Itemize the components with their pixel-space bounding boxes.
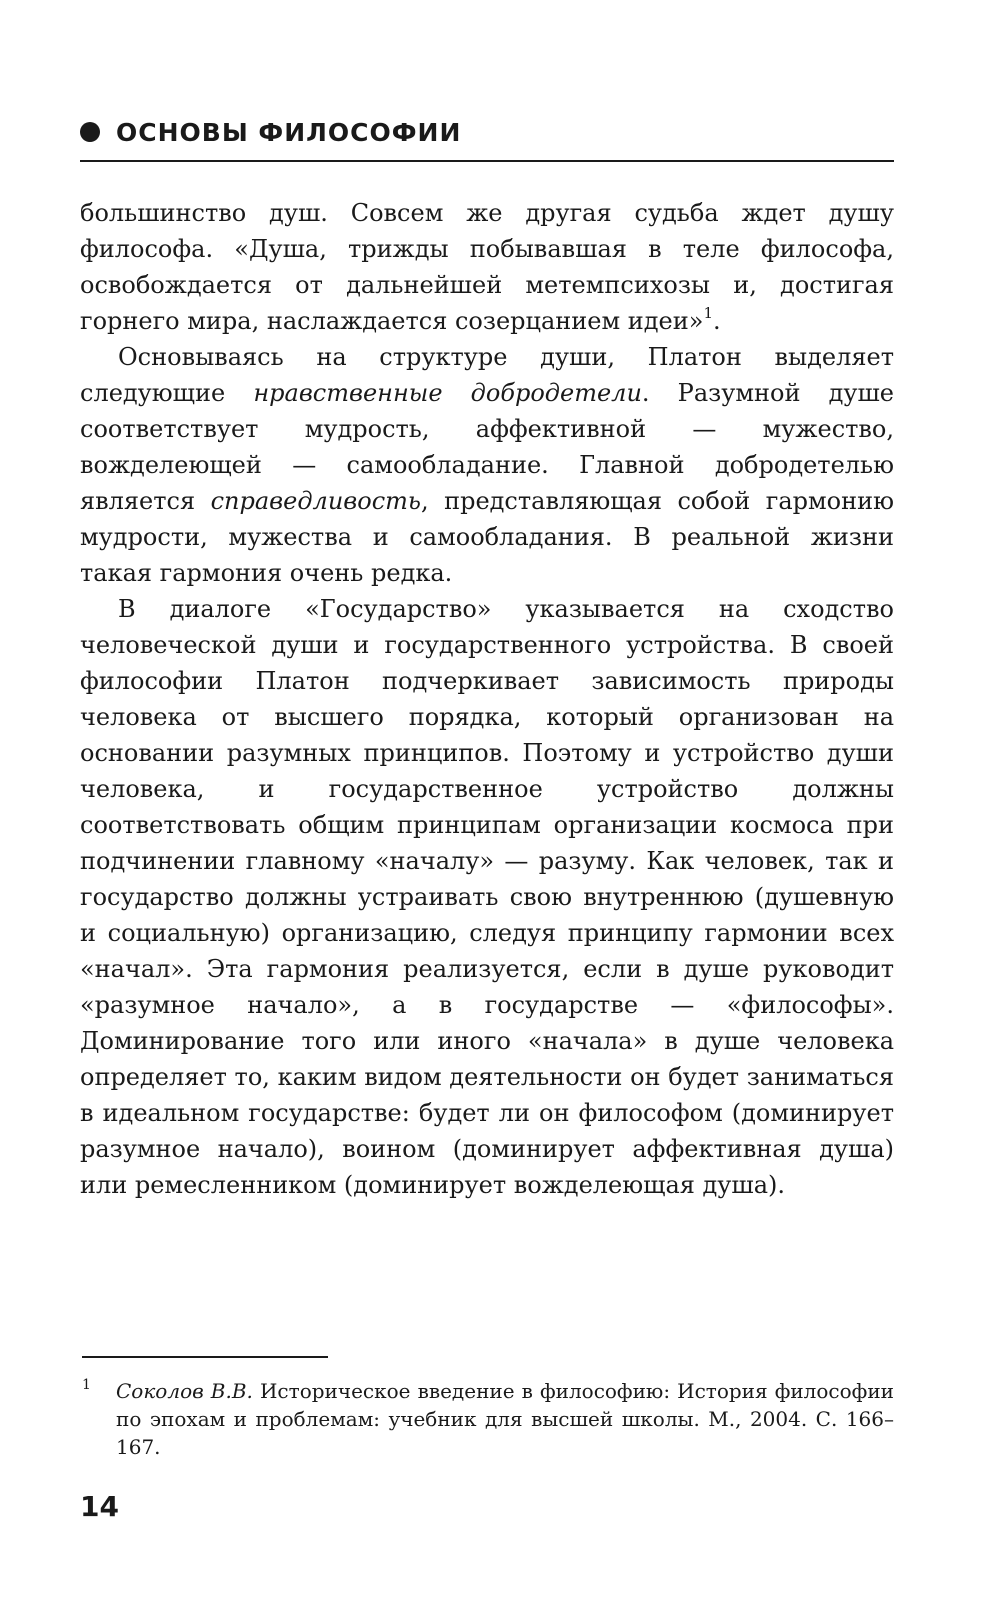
footnote-marker: 1 <box>82 1377 91 1393</box>
footnote-reference: 1 <box>703 304 713 322</box>
page-number: 14 <box>80 1490 119 1523</box>
running-header <box>80 112 461 152</box>
paragraph-3: В диалоге «Государство» указывается на сходство человеческой души и государственного устройства. В своей философии Платон подчеркивает зависимость природы человека от высшего порядка, который организован на основании разумных принципов. Поэтому и устройство души человека, и государственное устройство должны соответствовать общим принципам организации космоса при подчинении главному «началу» — разуму. Как человек, так и государство должны устраивать свою внутреннюю (душевную и социальную) организацию, следуя принципу гармонии всех «начал». Эта гармония реализуется, если в душе руководит «разумное начало», а в государстве — «философы». Доминирование того или иного «начала» в душе человека определяет то, каким видом деятельности он будет заниматься в идеальном государстве: будет ли он философом (доминирует разумное начало), воином (доминирует аффективная душа) или ремесленником (доминирует вожделеющая душа). <box>80 595 894 1199</box>
paragraph-1 <box>80 195 894 339</box>
footnote <box>82 1377 894 1461</box>
paragraph-2-part-2: . Разумной душе соответствует мудрость, аффективной — мужество, вожделеющей — самообладание. Главной добродетелью является <box>80 379 894 515</box>
paragraph-1-tail: . <box>712 307 721 335</box>
paragraph-2-part-1: Основываясь на структуре души, Платон выделяет следующие <box>80 343 894 407</box>
footnote-body <box>116 1377 894 1461</box>
emphasis-justice: справедливость <box>210 487 421 515</box>
paragraph-2-part-3: , представляющая собой гармонию мудрости, мужества и самообладания. В реальной жизни такая гармония очень редка. <box>80 487 894 587</box>
header-rule <box>80 160 894 162</box>
emphasis-moral-virtues: нравственные добродетели <box>253 379 642 407</box>
paragraph-2 <box>80 339 894 591</box>
bullet-icon <box>80 122 100 142</box>
footnote-author: Соколов В.В. <box>116 1379 253 1403</box>
footnote-text: Историческое введение в философию: История философии по эпохам и проблемам: учебник для высшей школы. М., 2004. С. 166–167. <box>116 1379 894 1459</box>
footnote-rule <box>82 1356 328 1358</box>
body-text <box>80 195 894 1203</box>
running-header-title: ОСНОВЫ ФИЛОСОФИИ <box>116 117 462 147</box>
paragraph-1-text: большинство душ. Совсем же другая судьба ждет душу философа. «Душа, трижды побывавшая в теле философа, освобождается от дальнейшей метемпсихозы и, достигая горнего мира, наслаждается созерцанием идеи» <box>80 199 894 335</box>
